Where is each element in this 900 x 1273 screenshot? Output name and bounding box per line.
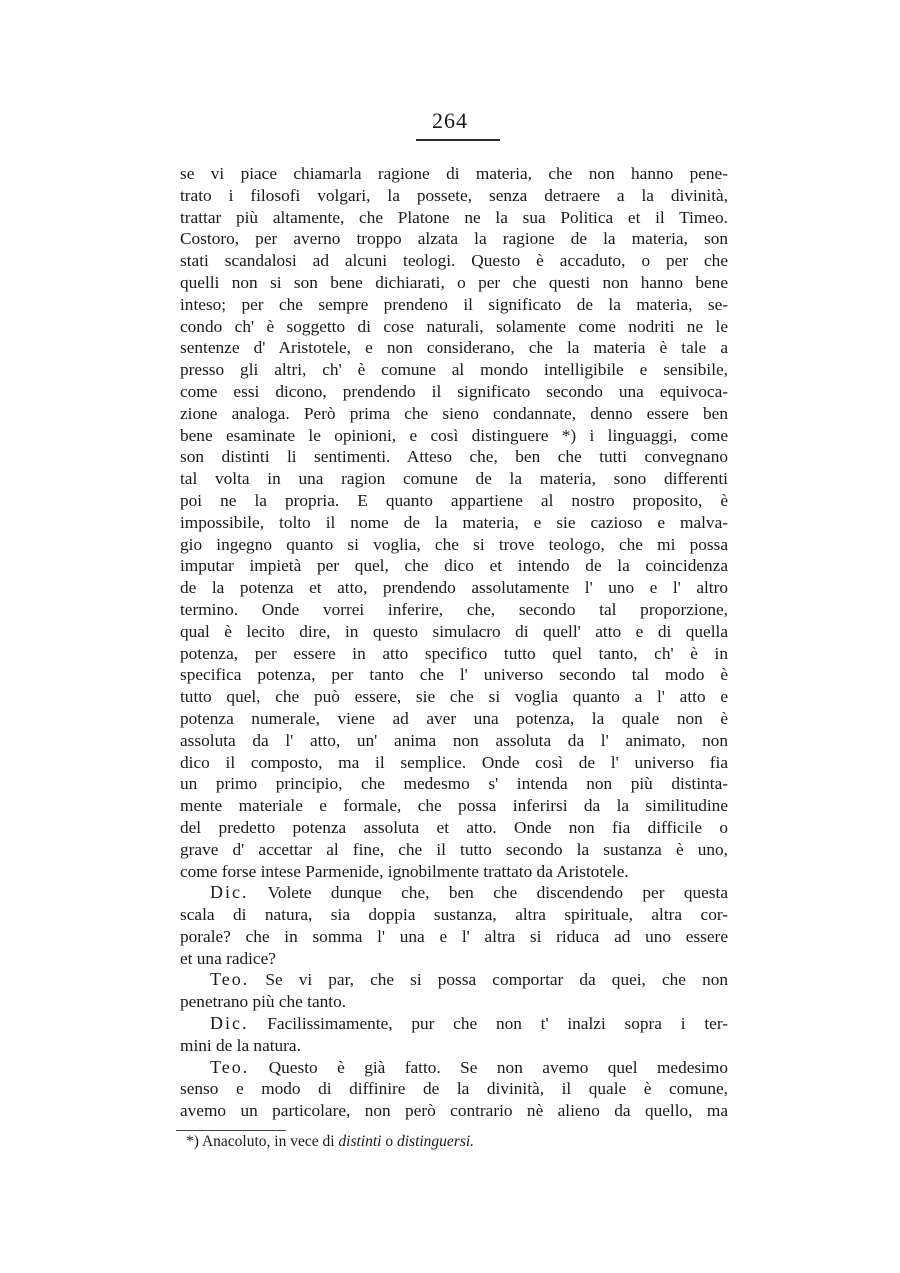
footnote-term: distinguersi. [396, 1133, 475, 1150]
text-line: quelli non si son bene dichiarati, o per che questi non hanno bene [180, 272, 728, 292]
dialogue-line: mini de la natura. [180, 1035, 301, 1055]
dialogue-block [180, 1057, 728, 1122]
dialogue-block [180, 1013, 728, 1057]
speech-text: Questo è già fatto. Se non avemo quel medesimo [268, 1057, 729, 1077]
text-line: qual è lecito dire, in questo simulacro di quell' atto e di quella [180, 621, 728, 641]
dialogue-line: porale? che in somma l' una e l' altra si riduca ad uno essere [180, 926, 728, 946]
header-rule [416, 139, 500, 141]
text-line: mente materiale e formale, che possa inferirsi da la similitudine [180, 796, 728, 816]
dialogue-block [180, 882, 728, 969]
text-line: poi ne la propria. E quanto appartiene al nostro proposito, è [180, 490, 728, 510]
text-line: sentenze d' Aristotele, e non considerano, che la materia è tale a [180, 338, 728, 358]
dialogue-line: penetrano più che tanto. [180, 992, 347, 1012]
text-line: impossibile, tolto il nome de la materia, e sie cazioso e malva- [180, 512, 728, 532]
speech-text: Facilissimamente, pur che non t' inalzi sopra i ter- [267, 1014, 728, 1034]
text-line: del predetto potenza assoluta et atto. Onde non fia difficile o [180, 817, 728, 837]
speaker-label: Teo. [210, 969, 250, 990]
paragraph [180, 163, 728, 882]
dialogue-line [180, 882, 728, 904]
text-line: assoluta da l' atto, un' anima non assoluta da l' animato, non [180, 730, 728, 750]
text-line: zione analoga. Però prima che sieno condannate, denno essere ben [180, 403, 728, 423]
footnote-term: distinti [338, 1133, 382, 1150]
page-number: 264 [432, 108, 468, 133]
text-line: grave d' accettar al fine, che il tutto secondo la sustanza è uno, [180, 839, 728, 859]
text-line: presso gli altri, ch' è comune al mondo intelligibile e sensibile, [180, 360, 728, 380]
text-line: condo ch' è soggetto di cose naturali, solamente come nodriti ne le [180, 316, 728, 336]
text-line: come essi dicono, prendendo il significato secondo una equivoca- [180, 381, 728, 401]
text-line: un primo principio, che medesmo s' intenda non più distinta- [180, 774, 728, 794]
text-line: se vi piace chiamarla ragione di materia, che non hanno pene- [180, 164, 728, 183]
dialogue-line [180, 1013, 728, 1035]
text-line: tutto quel, che può essere, sie che si voglia quanto a l' atto e [180, 687, 728, 707]
text-line: tal volta in una ragion comune de la materia, sono differenti [180, 469, 728, 489]
dialogue-line: scala di natura, sia doppia sustanza, altra spirituale, altra cor- [180, 905, 728, 925]
speaker-label: Teo. [210, 1056, 250, 1077]
main-text [180, 163, 728, 1122]
dialogue-line: et una radice? [180, 948, 276, 968]
text-line: potenza numerale, viene ad aver una potenza, la quale non è [180, 708, 728, 728]
text-line: stati scandalosi ad alcuni teologi. Questo è accaduto, o per che [180, 251, 728, 271]
dialogue-line: senso e modo di diffinire de la divinità, il quale è comune, [180, 1079, 728, 1099]
speech-text: Volete dunque che, ben che discendendo per questa [267, 883, 729, 903]
text-line: trato i filosofi volgari, la possete, senza detraere a la divinità, [180, 185, 728, 205]
text-line: imputar impietà per quel, che dico et intendo de la coincidenza [180, 556, 728, 576]
text-line: de la potenza et atto, prendendo assolutamente l' uno e l' altro [180, 578, 728, 598]
text-line: come forse intese Parmenide, ignobilmente trattato da Aristotele. [180, 861, 629, 881]
text-line: trattar più altamente, che Platone ne la sua Politica et il Timeo. [180, 207, 728, 227]
text-line: dico il composto, ma il semplice. Onde così de l' universo fia [180, 752, 728, 772]
footnote-marker: *) [186, 1133, 199, 1150]
dialogue-block [180, 969, 728, 1013]
speaker-label: Dic. [210, 1013, 249, 1034]
text-line: potenza, per essere in atto specifico tutto quel tanto, ch' è in [180, 643, 728, 663]
text-line: son distinti li sentimenti. Atteso che, ben che tutti convegnano [180, 447, 728, 467]
text-line: specifica potenza, per tanto che l' universo secondo tal modo è [180, 665, 728, 685]
footnote-rule [176, 1130, 286, 1131]
speech-text: Se vi par, che si possa comportar da quei, che non [265, 970, 728, 990]
text-line: inteso; per che sempre prendeno il significato de la materia, se- [180, 294, 728, 314]
text-line: gio ingegno quanto si voglia, che si trove teologo, che mi possa [180, 534, 728, 554]
text-line: Costoro, per averno troppo alzata la ragione de la materia, son [180, 229, 728, 249]
speaker-label: Dic. [210, 882, 249, 903]
text-line: bene esaminate le opinioni, e così distinguere *) i linguaggi, come [180, 425, 728, 445]
dialogue-line: avemo un particolare, non però contrario nè alieno da quello, ma [180, 1101, 728, 1121]
footnote-conj: o [385, 1133, 394, 1150]
footnote [186, 1132, 726, 1152]
footnote-prefix: Anacoluto, in vece di [201, 1133, 335, 1150]
dialogue-line [180, 969, 728, 991]
text-line: termino. Onde vorrei inferire, che, secondo tal proporzione, [180, 599, 728, 619]
dialogue [180, 882, 728, 1122]
dialogue-line [180, 1057, 728, 1079]
